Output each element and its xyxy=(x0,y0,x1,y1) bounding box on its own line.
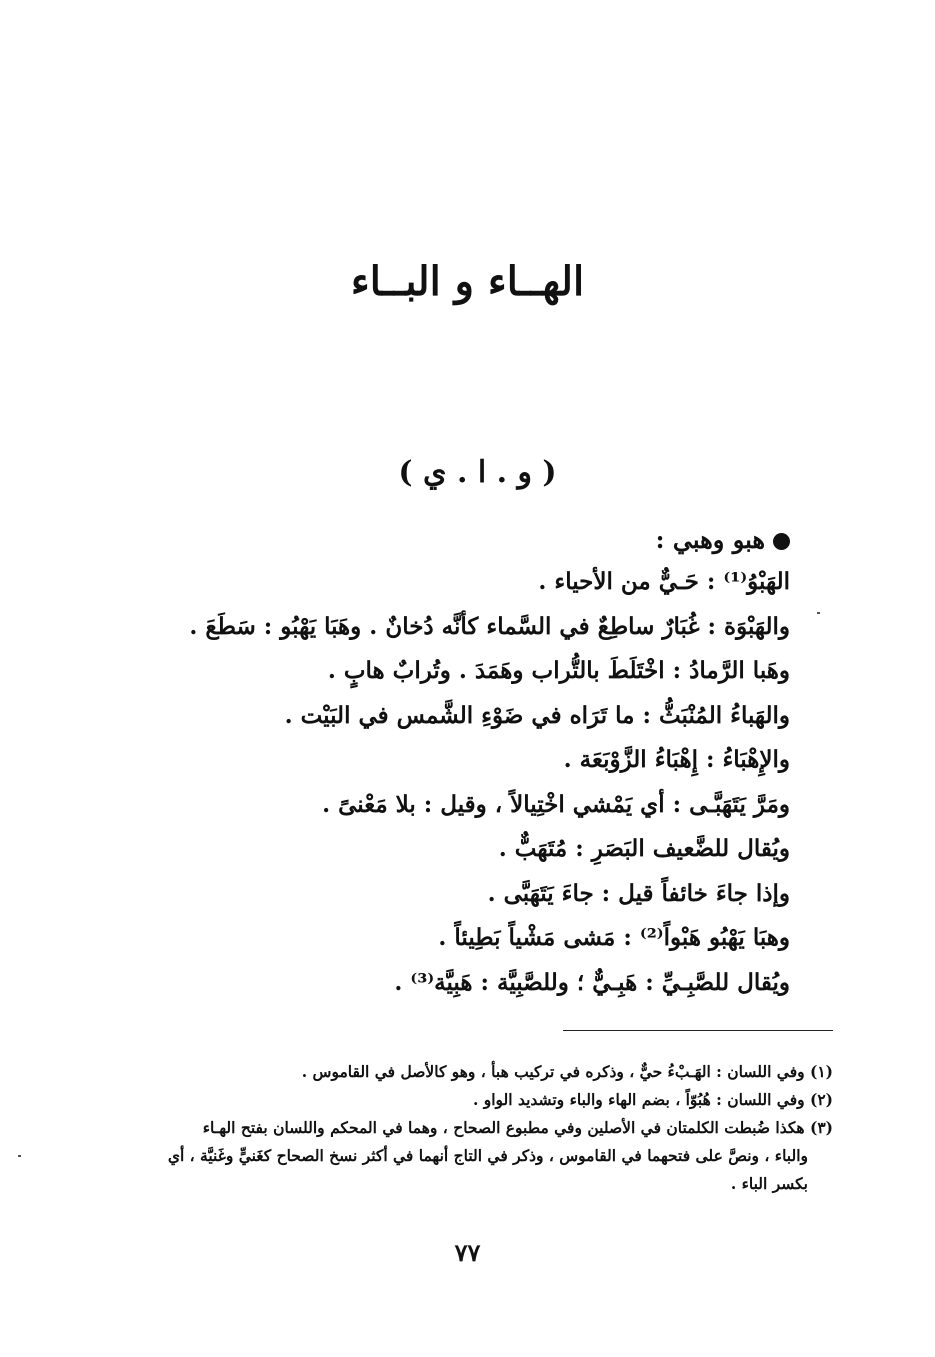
bullet-icon xyxy=(773,533,790,550)
entry-line: ويُقال للصَّبِـيِّ : هَبِـيٌّ ؛ وللصَّبِيَّة : هَبِيَّة⁽³⁾ . xyxy=(394,968,790,996)
footnote-3-continuation: والباء ، ونصَّ على فتحهما في القاموس ، وذكر في التاج أنهما في أكثر نسخ الصحاح كغَنيٍّ وغَنيَّة ، أي xyxy=(167,1146,808,1165)
entry-line: ويُقال للضَّعيف البَصَرِ : مُتَهَبٌّ . xyxy=(498,835,790,862)
entry-line: وهبَا يَهْبُو هَبْواً⁽²⁾ : مَشى مَشْياً بَطِيئاً . xyxy=(438,924,790,951)
entry-head-text: هبو وهبي : xyxy=(655,525,765,554)
scan-speck xyxy=(817,612,820,614)
footnote-1: (١) وفي اللسان : الهَـبْءُ حيٌّ ، وذكره في تركيب هبأ ، وهو كالأصل في القاموس . xyxy=(301,1062,833,1081)
entry-line: وهَبا الرَّمادُ : اخْتَلَطَ بالتُّراب وهَمَدَ . وتُرابٌ هابٍ . xyxy=(327,657,790,684)
entry-line: ومَرَّ يَتَهَبَّـى : أي يَمْشي اخْتِيالاً ، وقيل : بلا مَعْنىً . xyxy=(322,790,790,818)
scan-speck xyxy=(18,1155,21,1157)
entry-line: والإِهْبَاءُ : إِهْبَاءُ الزَّوْبَعَة . xyxy=(563,746,790,773)
page-number: ٧٧ xyxy=(454,1238,481,1267)
footnote-3: (٣) هكذا ضُبطت الكلمتان في الأصلين وفي مطبوع الصحاح ، وهما في المحكم واللسان بفتح الهـاء xyxy=(202,1118,833,1137)
entry-line: والهَبْوَة : غُبَارٌ ساطِعٌ في السَّماء كأنَّه دُخانٌ . وهَبَا يَهْبُو : سَطَعَ . xyxy=(189,612,790,640)
footnote-2: (٢) وفي اللسان : هُبُوّاً ، بضم الهاء والباء وتشديد الواو . xyxy=(472,1090,833,1109)
entry-line: وإذا جاءَ خائفاً قيل : جاءَ يَتَهَبَّى . xyxy=(487,879,790,907)
entry-line: الهَبْوُ⁽¹⁾ : حَـيٌّ من الأحياء . xyxy=(538,568,790,595)
dictionary-entry xyxy=(170,520,790,1005)
footnote-separator xyxy=(563,1030,833,1031)
footnote-3-continuation: بكسر الباء . xyxy=(730,1174,808,1193)
entry-line: والهَباءُ المُنْبَثُّ : ما تَرَاه في ضَوْءِ الشَّمس في البَيْت . xyxy=(284,701,790,729)
chapter-title: الهــاء و البــاء xyxy=(350,258,585,305)
root-heading: ( و . ا . ي ) xyxy=(398,455,557,490)
entry-head xyxy=(170,520,790,560)
footnotes xyxy=(98,1058,833,1198)
